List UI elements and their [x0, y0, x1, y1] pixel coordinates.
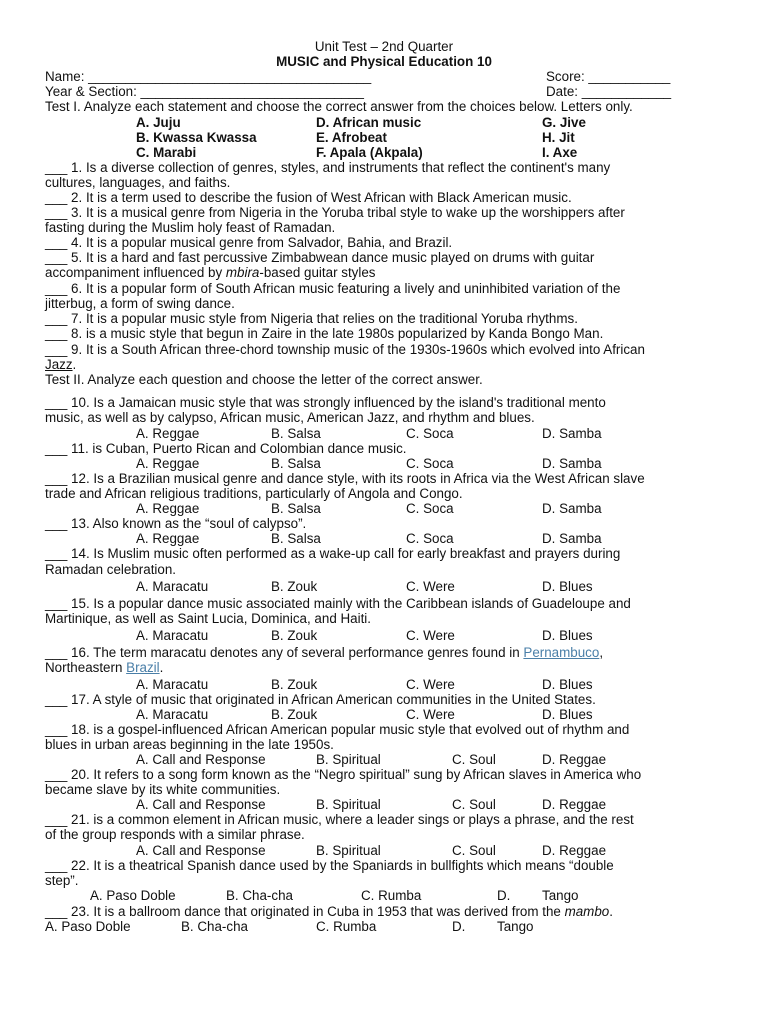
- q22-option-c: C. Rumba: [361, 888, 422, 903]
- q16-option-a: A. Maracatu: [136, 677, 209, 692]
- question-10-cont: music, as well as by calypso, African music, American Jazz, and rhythm and blues.: [45, 410, 535, 425]
- question-1-cont: cultures, languages, and faiths.: [45, 175, 231, 190]
- question-23: ___ 23. It is a ballroom dance that originated in Cuba in 1953 that was derived from the mambo.: [45, 904, 613, 919]
- q21-option-a: A. Call and Response: [136, 843, 266, 858]
- q13-option-a: A. Reggae: [136, 531, 200, 546]
- test-title: Unit Test – 2nd Quarter: [314, 39, 454, 54]
- choice-e: E. Afrobeat: [316, 130, 387, 145]
- question-6: ___ 6. It is a popular form of South African music featuring a lively and uninhibited variation of the: [45, 281, 621, 296]
- q16-option-d: D. Blues: [542, 677, 593, 692]
- question-15-cont: Martinique, as well as Saint Lucia, Dominica, and Haiti.: [45, 611, 371, 626]
- q12-option-c: C. Soca: [406, 501, 454, 516]
- q23-option-c: C. Rumba: [316, 919, 377, 934]
- q18-option-d: D. Reggae: [542, 752, 607, 767]
- question-15: ___ 15. Is a popular dance music associated mainly with the Caribbean islands of Guadeloupe and: [45, 596, 631, 611]
- q17-option-c: C. Were: [406, 707, 455, 722]
- q23-option-a: A. Paso Doble: [45, 919, 131, 934]
- q11-option-d: D. Samba: [542, 456, 602, 471]
- q22-option-b: B. Cha-cha: [226, 888, 293, 903]
- question-18-cont: blues in urban areas beginning in the late 1950s.: [45, 737, 334, 752]
- q18-option-b: B. Spiritual: [316, 752, 381, 767]
- q21-option-d: D. Reggae: [542, 843, 607, 858]
- q12-option-b: B. Salsa: [271, 501, 321, 516]
- question-14: ___ 14. Is Muslim music often performed as a wake-up call for early breakfast and prayers during: [45, 546, 621, 561]
- q16-option-b: B. Zouk: [271, 677, 318, 692]
- q23-option-b: B. Cha-cha: [181, 919, 248, 934]
- question-22-cont: step”.: [45, 873, 79, 888]
- q23-option-d: D.: [452, 919, 466, 934]
- choice-a: A. Juju: [136, 115, 181, 130]
- choice-b: B. Kwassa Kwassa: [136, 130, 257, 145]
- year-section-line: Year & Section: ______________________________: [45, 84, 364, 99]
- q10-option-b: B. Salsa: [271, 426, 321, 441]
- q17-option-b: B. Zouk: [271, 707, 318, 722]
- question-21: ___ 21. is a common element in African music, where a leader sings or plays a phrase, and the rest: [45, 812, 634, 827]
- q11-option-b: B. Salsa: [271, 456, 321, 471]
- question-9: ___ 9. It is a South African three-chord township music of the 1930s-1960s which evolved into African: [45, 342, 645, 357]
- q11-option-a: A. Reggae: [136, 456, 200, 471]
- score-line: Score: ___________: [546, 69, 671, 84]
- choice-h: H. Jit: [542, 130, 575, 145]
- question-17: ___ 17. A style of music that originated in African American communities in the United States.: [45, 692, 596, 707]
- q14-option-b: B. Zouk: [271, 579, 318, 594]
- name-line: Name: ______________________________________: [45, 69, 372, 84]
- q10-option-d: D. Samba: [542, 426, 602, 441]
- q10-option-c: C. Soca: [406, 426, 454, 441]
- question-9-cont: Jazz.: [45, 357, 77, 372]
- q17-option-d: D. Blues: [542, 707, 593, 722]
- q22-option-d-text: Tango: [542, 888, 579, 903]
- choice-c: C. Marabi: [136, 145, 197, 160]
- q21-option-b: B. Spiritual: [316, 843, 381, 858]
- question-1: ___ 1. Is a diverse collection of genres, styles, and instruments that reflect the continent's many: [45, 160, 611, 175]
- q22-option-a: A. Paso Doble: [90, 888, 176, 903]
- question-7: ___ 7. It is a popular music style from Nigeria that relies on the traditional Yoruba rhythms.: [45, 311, 578, 326]
- q12-option-a: A. Reggae: [136, 501, 200, 516]
- question-18: ___ 18. is a gospel-influenced African American popular music style that evolved out of rhythm and: [45, 722, 630, 737]
- question-4: ___ 4. It is a popular musical genre from Salvador, Bahia, and Brazil.: [45, 235, 453, 250]
- q14-option-a: A. Maracatu: [136, 579, 209, 594]
- q13-option-c: C. Soca: [406, 531, 454, 546]
- q18-option-c: C. Soul: [452, 752, 496, 767]
- q21-option-c: C. Soul: [452, 843, 496, 858]
- question-20: ___ 20. It refers to a song form known as the “Negro spiritual” sung by African slaves in America who: [45, 767, 642, 782]
- date-line: Date: ____________: [546, 84, 672, 99]
- q22-option-d: D.: [497, 888, 511, 903]
- q23-option-d-text: Tango: [497, 919, 534, 934]
- question-3-cont: fasting during the Muslim holy feast of Ramadan.: [45, 220, 336, 235]
- q14-option-d: D. Blues: [542, 579, 593, 594]
- choice-g: G. Jive: [542, 115, 586, 130]
- pernambuco-link[interactable]: Pernambuco: [523, 645, 600, 660]
- q10-option-a: A. Reggae: [136, 426, 200, 441]
- q17-option-a: A. Maracatu: [136, 707, 209, 722]
- choice-i: I. Axe: [542, 145, 578, 160]
- q15-option-b: B. Zouk: [271, 628, 318, 643]
- q20-option-d: D. Reggae: [542, 797, 607, 812]
- question-11: ___ 11. is Cuban, Puerto Rican and Colombian dance music.: [45, 441, 407, 456]
- question-10: ___ 10. Is a Jamaican music style that was strongly influenced by the island's traditional mento: [45, 395, 606, 410]
- question-2: ___ 2. It is a term used to describe the fusion of West African with Black American music.: [45, 190, 572, 205]
- q15-option-c: C. Were: [406, 628, 455, 643]
- choice-f: F. Apala (Akpala): [316, 145, 423, 160]
- question-22: ___ 22. It is a theatrical Spanish dance used by the Spaniards in bullfights which means “double: [45, 858, 614, 873]
- q12-option-d: D. Samba: [542, 501, 602, 516]
- q20-option-b: B. Spiritual: [316, 797, 381, 812]
- question-8: ___ 8. is a music style that begun in Zaire in the late 1980s popularized by Kanda Bongo Man.: [45, 326, 604, 341]
- test2-instructions: Test II. Analyze each question and choose the letter of the correct answer.: [45, 372, 483, 387]
- brazil-link[interactable]: Brazil: [126, 660, 160, 675]
- q20-option-c: C. Soul: [452, 797, 496, 812]
- q20-option-a: A. Call and Response: [136, 797, 266, 812]
- q15-option-a: A. Maracatu: [136, 628, 209, 643]
- question-16-cont: Northeastern Brazil.: [45, 660, 164, 675]
- choice-d: D. African music: [316, 115, 422, 130]
- q11-option-c: C. Soca: [406, 456, 454, 471]
- question-12-cont: trade and African religious traditions, particularly of Angola and Congo.: [45, 486, 463, 501]
- subject-title: MUSIC and Physical Education 10: [276, 54, 492, 69]
- q18-option-a: A. Call and Response: [136, 752, 266, 767]
- jazz-link[interactable]: Jazz: [45, 357, 73, 372]
- test1-instructions: Test I. Analyze each statement and choose the correct answer from the choices below. Letters only.: [45, 99, 633, 114]
- question-5-cont: accompaniment influenced by mbira-based guitar styles: [45, 265, 376, 280]
- question-6-cont: jitterbug, a form of swing dance.: [45, 296, 235, 311]
- question-16: ___ 16. The term maracatu denotes any of several performance genres found in Pernambuco,: [45, 645, 604, 660]
- q14-option-c: C. Were: [406, 579, 455, 594]
- question-5: ___ 5. It is a hard and fast percussive Zimbabwean dance music played on drums with guitar: [45, 250, 595, 265]
- q13-option-b: B. Salsa: [271, 531, 321, 546]
- question-12: ___ 12. Is a Brazilian musical genre and dance style, with its roots in Africa via the West African slave: [45, 471, 645, 486]
- question-21-cont: of the group responds with a similar phrase.: [45, 827, 305, 842]
- q13-option-d: D. Samba: [542, 531, 602, 546]
- q16-option-c: C. Were: [406, 677, 455, 692]
- question-3: ___ 3. It is a musical genre from Nigeria in the Yoruba tribal style to wake up the worshippers after: [45, 205, 625, 220]
- q15-option-d: D. Blues: [542, 628, 593, 643]
- question-13: ___ 13. Also known as the “soul of calypso”.: [45, 516, 307, 531]
- question-20-cont: became slave by its white communities.: [45, 782, 281, 797]
- question-14-cont: Ramadan celebration.: [45, 562, 177, 577]
